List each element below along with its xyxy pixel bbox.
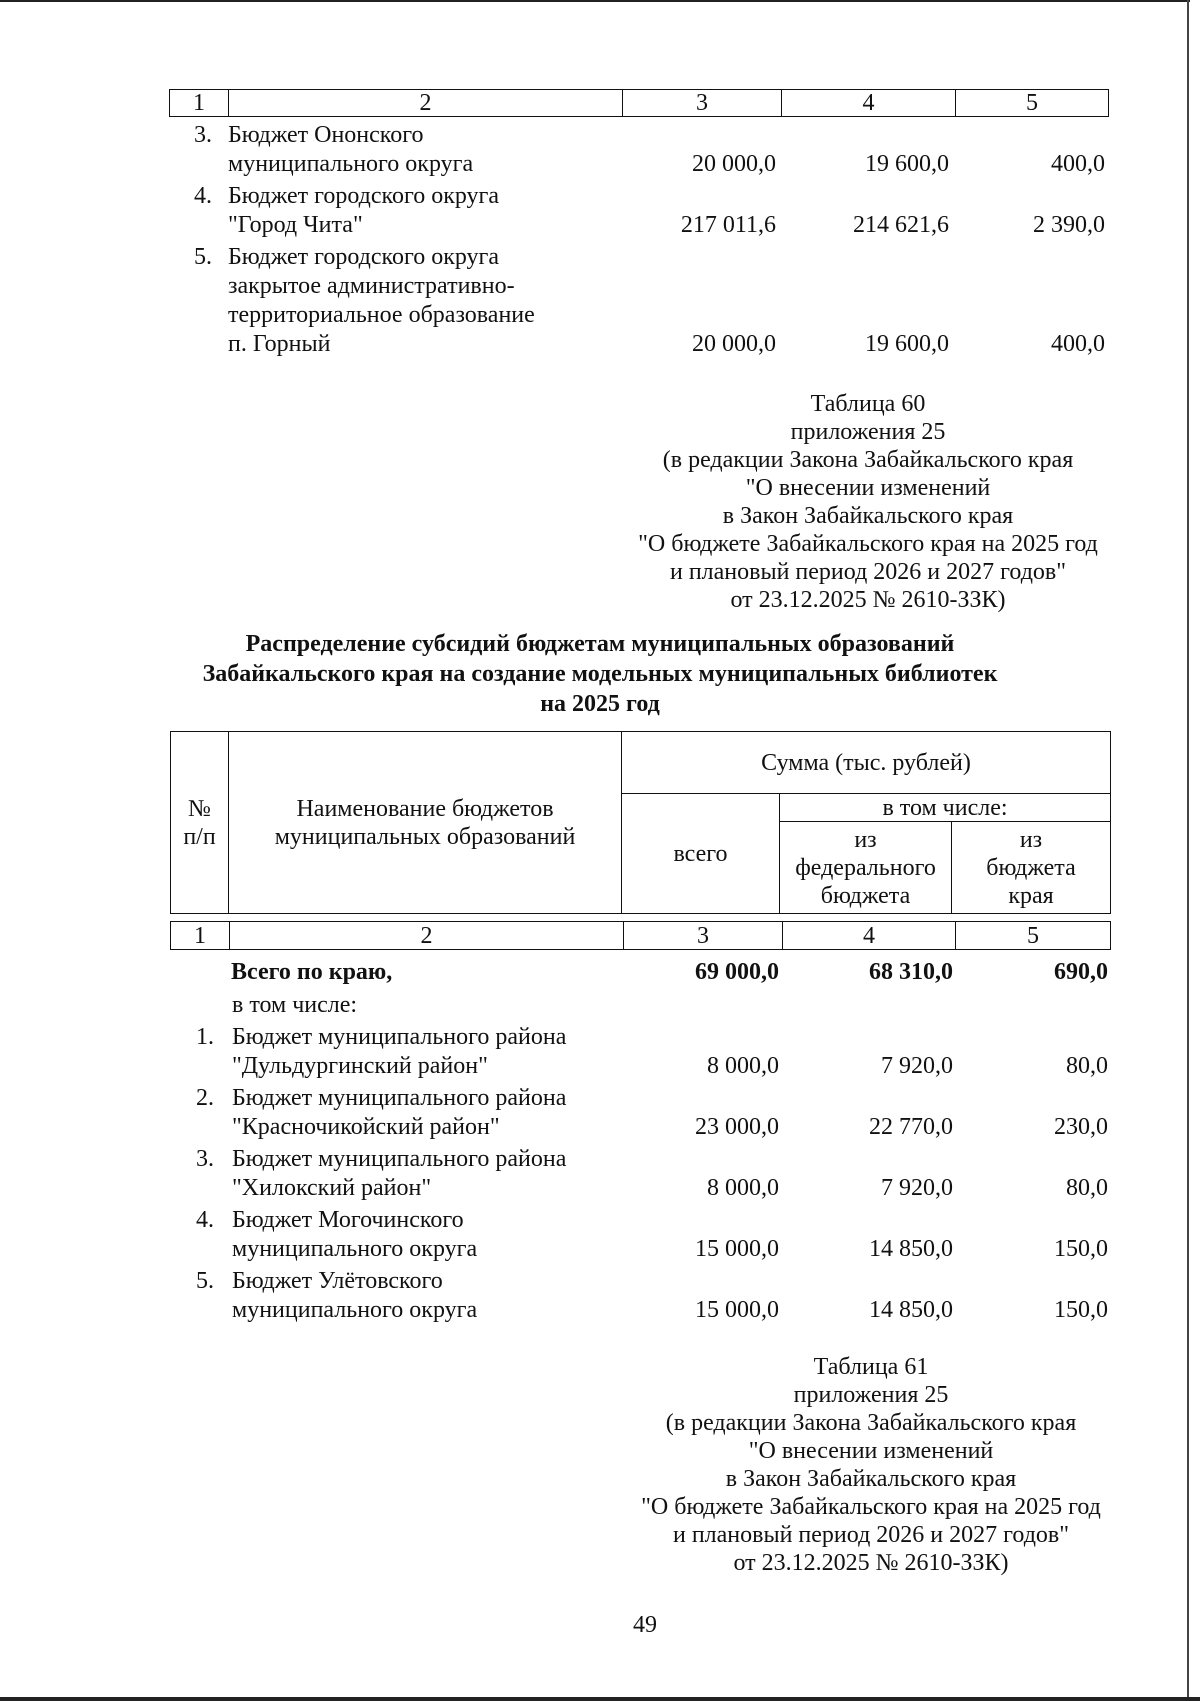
row-regional: 150,0 bbox=[1054, 1297, 1108, 1323]
row-number: 4. bbox=[194, 183, 212, 209]
row-number: 3. bbox=[194, 122, 212, 148]
row-total: 20 000,0 bbox=[692, 331, 776, 357]
col-num-4: 4 bbox=[783, 922, 956, 950]
row-regional: 2 390,0 bbox=[1033, 212, 1105, 238]
row-name: Бюджет муниципального района "Дульдургинский район" bbox=[232, 1024, 567, 1079]
col-num-5: 5 bbox=[956, 922, 1111, 950]
total-label: Всего по краю, bbox=[231, 959, 393, 985]
including-label: в том числе: bbox=[232, 992, 358, 1018]
row-regional: 400,0 bbox=[1051, 331, 1105, 357]
col-num-4: 4 bbox=[782, 90, 956, 117]
row-number: 5. bbox=[196, 1268, 214, 1294]
table-row bbox=[0, 1084, 1200, 1142]
caption-line: и плановый период 2026 и 2027 годов" bbox=[669, 559, 1067, 585]
row-regional: 150,0 bbox=[1054, 1236, 1108, 1262]
row-federal: 22 770,0 bbox=[869, 1114, 953, 1140]
row-regional: 230,0 bbox=[1054, 1114, 1108, 1140]
header-total: всего bbox=[622, 794, 780, 914]
caption-line: "О внесении изменений bbox=[745, 475, 991, 501]
total-regional: 690,0 bbox=[1054, 959, 1108, 985]
row-name: Бюджет муниципального района "Красночикойский район" bbox=[232, 1085, 567, 1140]
row-total: 15 000,0 bbox=[695, 1297, 779, 1323]
col-num-1: 1 bbox=[171, 922, 230, 950]
total-total: 69 000,0 bbox=[695, 959, 779, 985]
col-num-3: 3 bbox=[624, 922, 783, 950]
table61-caption bbox=[621, 1353, 1121, 1577]
row-number: 3. bbox=[196, 1146, 214, 1172]
title-line: Распределение субсидий бюджетам муниципальных образований bbox=[245, 631, 955, 657]
table-row bbox=[0, 1206, 1200, 1264]
row-federal: 7 920,0 bbox=[881, 1175, 953, 1201]
caption-line: Таблица 61 bbox=[813, 1354, 929, 1380]
title-line: Забайкальского края на создание модельных муниципальных библиотек bbox=[202, 661, 998, 687]
total-federal: 68 310,0 bbox=[869, 959, 953, 985]
row-federal: 7 920,0 bbox=[881, 1053, 953, 1079]
row-total: 23 000,0 bbox=[695, 1114, 779, 1140]
caption-line: в Закон Забайкальского края bbox=[722, 503, 1014, 529]
row-name: Бюджет городского округа закрытое административно- территориальное образование п. Горный bbox=[228, 244, 535, 357]
row-name: Бюджет городского округа "Город Чита" bbox=[228, 183, 500, 238]
header-name: Наименование бюджетов муниципальных образований bbox=[229, 732, 622, 914]
total-row bbox=[0, 958, 1200, 987]
row-regional: 400,0 bbox=[1051, 151, 1105, 177]
table-row bbox=[0, 1023, 1200, 1081]
page-border-top bbox=[0, 0, 1190, 2]
table60-caption bbox=[618, 390, 1118, 614]
caption-line: приложения 25 bbox=[793, 1382, 949, 1408]
caption-line: от 23.12.2025 № 2610-ЗЗК) bbox=[730, 587, 1006, 613]
document-title bbox=[0, 629, 1200, 719]
row-total: 217 011,6 bbox=[680, 212, 776, 238]
col-num-1: 1 bbox=[170, 90, 229, 117]
row-federal: 19 600,0 bbox=[865, 331, 949, 357]
table-row bbox=[0, 243, 1200, 359]
row-number: 4. bbox=[196, 1207, 214, 1233]
table-row bbox=[0, 1267, 1200, 1325]
header-federal: из федерального бюджета bbox=[780, 822, 952, 914]
row-number: 1. bbox=[196, 1024, 214, 1050]
caption-line: в Закон Забайкальского края bbox=[725, 1466, 1017, 1492]
row-total: 8 000,0 bbox=[707, 1053, 779, 1079]
col-num-5: 5 bbox=[956, 90, 1109, 117]
caption-line: "О внесении изменений bbox=[748, 1438, 994, 1464]
caption-line: "О бюджете Забайкальского края на 2025 год bbox=[638, 531, 1098, 557]
row-federal: 14 850,0 bbox=[869, 1236, 953, 1262]
caption-line: приложения 25 bbox=[790, 419, 946, 445]
table-row bbox=[0, 121, 1200, 179]
table-header bbox=[170, 731, 1111, 914]
caption-line: (в редакции Закона Забайкальского края bbox=[662, 447, 1074, 473]
top-table-column-numbers bbox=[169, 89, 1109, 117]
row-total: 20 000,0 bbox=[692, 151, 776, 177]
col-num-2: 2 bbox=[230, 922, 624, 950]
header-including: в том числе: bbox=[780, 794, 1111, 822]
row-federal: 19 600,0 bbox=[865, 151, 949, 177]
table-row bbox=[0, 182, 1200, 240]
page-number: 49 bbox=[633, 1612, 657, 1638]
col-num-2: 2 bbox=[229, 90, 623, 117]
row-regional: 80,0 bbox=[1066, 1175, 1108, 1201]
table-column-numbers bbox=[170, 921, 1111, 950]
caption-line: "О бюджете Забайкальского края на 2025 год bbox=[641, 1494, 1101, 1520]
row-total: 15 000,0 bbox=[695, 1236, 779, 1262]
caption-line: Таблица 60 bbox=[810, 391, 926, 417]
row-number: 2. bbox=[196, 1085, 214, 1111]
row-total: 8 000,0 bbox=[707, 1175, 779, 1201]
col-num-3: 3 bbox=[623, 90, 782, 117]
row-number: 5. bbox=[194, 244, 212, 270]
caption-line: (в редакции Закона Забайкальского края bbox=[665, 1410, 1077, 1436]
table-row bbox=[0, 1145, 1200, 1203]
row-regional: 80,0 bbox=[1066, 1053, 1108, 1079]
header-regional: из бюджета края bbox=[952, 822, 1111, 914]
row-federal: 14 850,0 bbox=[869, 1297, 953, 1323]
row-name: Бюджет Могочинского муниципального округа bbox=[232, 1207, 478, 1262]
row-name: Бюджет Ононского муниципального округа bbox=[228, 122, 474, 177]
row-name: Бюджет муниципального района "Хилокский район" bbox=[232, 1146, 567, 1201]
caption-line: от 23.12.2025 № 2610-ЗЗК) bbox=[733, 1550, 1009, 1576]
row-federal: 214 621,6 bbox=[853, 212, 949, 238]
caption-line: и плановый период 2026 и 2027 годов" bbox=[672, 1522, 1070, 1548]
title-line: на 2025 год bbox=[540, 691, 660, 717]
page-border-bottom bbox=[0, 1697, 1200, 1701]
row-name: Бюджет Улётовского муниципального округа bbox=[232, 1268, 478, 1323]
header-number: № п/п bbox=[171, 732, 229, 914]
header-sum: Сумма (тыс. рублей) bbox=[622, 732, 1111, 794]
